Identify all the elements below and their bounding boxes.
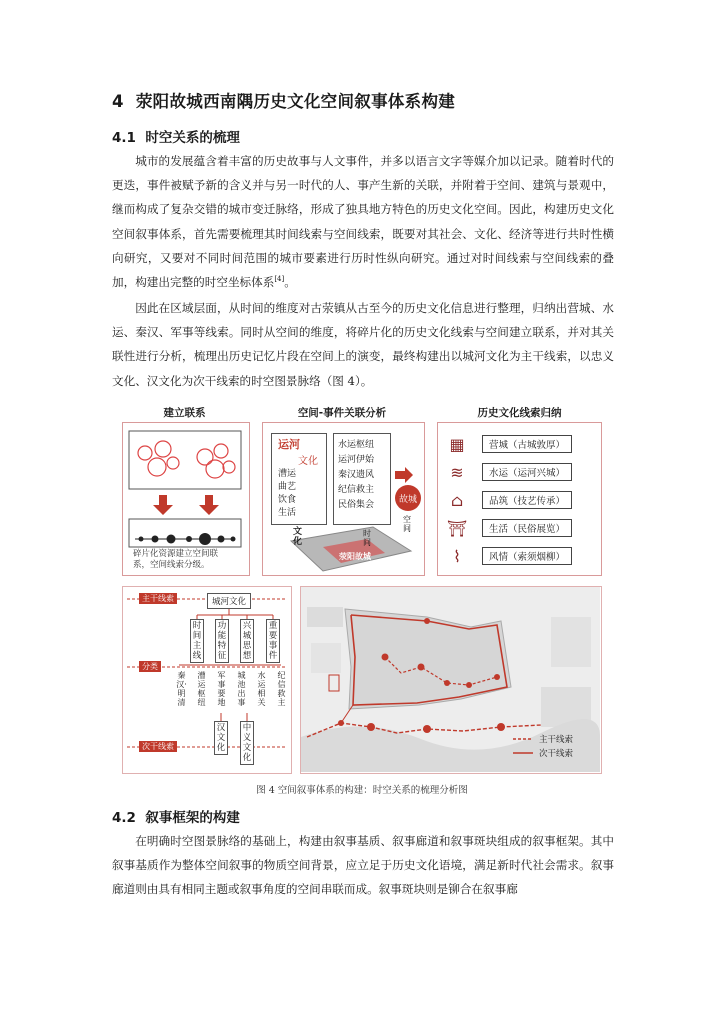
map-node: [418, 664, 425, 671]
subsection-title-2-text: 叙事框架的构建: [145, 810, 240, 826]
build-link-caption-line1: 碎片化资源建立空间联: [133, 549, 219, 559]
fragment-circle: [223, 461, 235, 473]
culture-clue-label: 营城（古城敦厚）: [482, 435, 572, 453]
culture-clue-label: 生活（民俗展览）: [482, 519, 572, 537]
fragment-circle: [206, 460, 224, 478]
fragment-circle: [214, 444, 228, 458]
culture-item: 生活: [278, 508, 297, 518]
map-node: [466, 682, 472, 688]
section-title-text: 荥阳故城西南隅历史文化空间叙事体系构建: [135, 92, 456, 111]
pavilion-icon: ⛩: [446, 518, 468, 538]
paragraph-1: [112, 149, 614, 294]
map-block: [311, 643, 341, 673]
event-item: 水运枢纽: [338, 440, 375, 450]
tree-branch-label: 分类: [139, 661, 161, 672]
culture-clue-row: [446, 459, 596, 485]
fragment-circle: [138, 446, 152, 460]
paragraph-3: 在明确时空图景脉络的基础上，构建由叙事基质、叙事廊道和叙事斑块组成的叙事框架。其中叙事基质作为整体空间叙事的物质空间背景，应立足于历史文化语境，满足新时代社会需求。叙事廊道则由具有相同主题或叙事角度的空间串联而成。叙事斑块则是铆合在叙事廊: [112, 834, 614, 897]
paragraph-1-text: 城市的发展蕴含着丰富的历史故事与人文事件，并多以语言文字等媒介加以记录。随着时代的更迭，事件被赋予新的含义并与另一时代的人、事产生新的关联，并附着于空间、建筑与景观中，继而构成了复杂交错的城市变迁脉络，形成了独具地方特色的历史文化空间。因此，构建历史文化空间叙事体系，首先需要梳理其时间线索与空间线索，既要对其社会、文化、经济等进行共时性横向研究，又要对不同时间范围的城市要素进行历时性纵向研究。通过对时间线索与空间线索的叠加，构建出完整的时空坐标体系: [112, 154, 614, 290]
citation-ref: [4]: [274, 275, 285, 284]
culture-card: [271, 433, 327, 525]
tree-main-label: 主干线索: [139, 593, 177, 604]
legend-sub-label: 次干线索: [539, 749, 574, 759]
build-link-caption: [133, 549, 218, 571]
panel-title-build-link: 建立联系: [163, 407, 206, 419]
fragment-circle: [148, 458, 166, 476]
gucheng-badge: 故城: [395, 485, 421, 511]
tree-level-2-node: 军事要地: [217, 671, 226, 707]
arrow-down-icon: [153, 495, 173, 515]
subsection-title-1: [112, 126, 240, 146]
wall-icon: ▦: [449, 434, 465, 454]
subsection-number-1: 4.1: [112, 130, 136, 146]
node-dot: [152, 536, 159, 543]
tree-level-2-node: 水运相关: [257, 671, 266, 707]
culture-clue-row: [446, 543, 596, 569]
map-node: [382, 654, 389, 661]
subsection-number-2: 4.2: [112, 810, 136, 826]
node-dot: [199, 533, 211, 545]
tree-sub-label: 次干线索: [139, 741, 177, 752]
figure-4: [122, 422, 602, 774]
event-item: 民俗集会: [338, 500, 375, 510]
map-node: [424, 618, 430, 624]
graded-box: [129, 519, 241, 547]
panel-title-culture-clue: 历史文化线索归纳: [477, 407, 562, 419]
kongjian-label: 空间: [403, 515, 411, 533]
subsection-title-2: [112, 806, 240, 826]
node-dot: [167, 535, 176, 544]
culture-clue-row: [446, 515, 596, 541]
event-right-column: [338, 438, 374, 513]
tree-level-2-node: 纪信救主: [277, 671, 286, 707]
culture-clue-label: 水运（运河兴城）: [482, 463, 572, 481]
tree-sub-node: 中义文化: [240, 721, 254, 765]
map-node: [338, 720, 344, 726]
event-item: 纪信救主: [338, 485, 375, 495]
map-node: [444, 680, 450, 686]
base-label-gucheng: 荥阳故城: [339, 551, 371, 561]
wave-icon: ≋: [450, 462, 464, 482]
tree-level-2-node: 漕运枢纽: [197, 671, 206, 707]
section-number: 4: [112, 92, 124, 111]
node-dot: [186, 536, 192, 542]
fragment-circle: [155, 441, 171, 457]
event-item: 秦汉遗风: [338, 470, 375, 480]
arrow-right-icon: [395, 467, 413, 483]
culture-clue-label: 品筑（技艺传承）: [482, 491, 572, 509]
map-block: [307, 607, 343, 627]
node-dot: [218, 536, 225, 543]
culture-clue-label: 风情（索须烟柳）: [482, 547, 572, 565]
culture-left-column: [278, 468, 296, 520]
willow-icon: ⌇: [453, 546, 461, 566]
paragraph-1-end: 。: [284, 275, 296, 290]
tree-level-1-node: 时间主线: [190, 619, 204, 663]
culture-item: 漕运: [278, 469, 297, 479]
culture-item: 饮食: [278, 495, 297, 505]
fragment-circle: [167, 457, 179, 469]
node-dot: [231, 537, 236, 542]
subsection-title-1-text: 时空关系的梳理: [145, 130, 240, 146]
map-node: [367, 723, 375, 731]
panel-map: [300, 586, 602, 774]
legend-main-label: 主干线索: [539, 735, 574, 745]
node-dot: [139, 537, 144, 542]
arrow-down-icon: [199, 495, 219, 515]
panel-space-event: [262, 422, 425, 576]
tree-root-node: 城河文化: [207, 593, 251, 609]
culture-clue-row: [446, 487, 596, 513]
event-item: 运河伊始: [338, 455, 375, 465]
panel-culture-clue: [437, 422, 602, 576]
panel-tree: [122, 586, 292, 774]
fragment-circle: [197, 449, 213, 465]
figure-caption: 图 4 空间叙事体系的构建：时空关系的梳理分析图: [256, 785, 468, 796]
culture-clue-list: [446, 431, 596, 571]
tree-level-2-node: 城池出事: [237, 671, 246, 707]
yunhe-label: 运河: [278, 438, 300, 451]
map-node: [497, 723, 505, 731]
base-label-culture: 文化: [293, 527, 303, 547]
map-block: [551, 617, 591, 667]
map-node: [423, 725, 431, 733]
base-label-time: 时间: [363, 529, 371, 547]
map-node: [494, 674, 500, 680]
tree-sub-node: 汉文化: [214, 721, 228, 755]
event-card: [333, 433, 391, 525]
build-link-caption-line2: 系，空间线索分级。: [133, 560, 210, 570]
panel-title-space-event: 空间-事件关联分析: [297, 407, 387, 419]
section-title: [112, 88, 455, 112]
tree-level-1-node: 重要事件: [266, 619, 280, 663]
house-icon: ⌂: [450, 490, 464, 510]
tree-level-1-node: 功能特征: [215, 619, 229, 663]
paragraph-2: 因此在区域层面，从时间的维度对古荥镇从古至今的历史文化信息进行整理，归纳出营城、水运、秦汉、军事等线索。同时从空间的维度，将碎片化的历史文化线索与空间建立联系，并对其关联性进行分析，梳理出历史记忆片段在空间上的演变，最终构建出以城河文化为主干线索，以忠义文化、汉文化为次干线索的时空图景脉络（图 4）。: [112, 301, 614, 388]
wenhua-label: 文化: [298, 456, 318, 467]
tree-level-2-node: 秦汉·明清: [176, 671, 187, 707]
culture-clue-row: [446, 431, 596, 457]
culture-item: 曲艺: [278, 482, 297, 492]
panel-build-link: [122, 422, 250, 576]
tree-level-1-node: 兴城思想: [240, 619, 254, 663]
